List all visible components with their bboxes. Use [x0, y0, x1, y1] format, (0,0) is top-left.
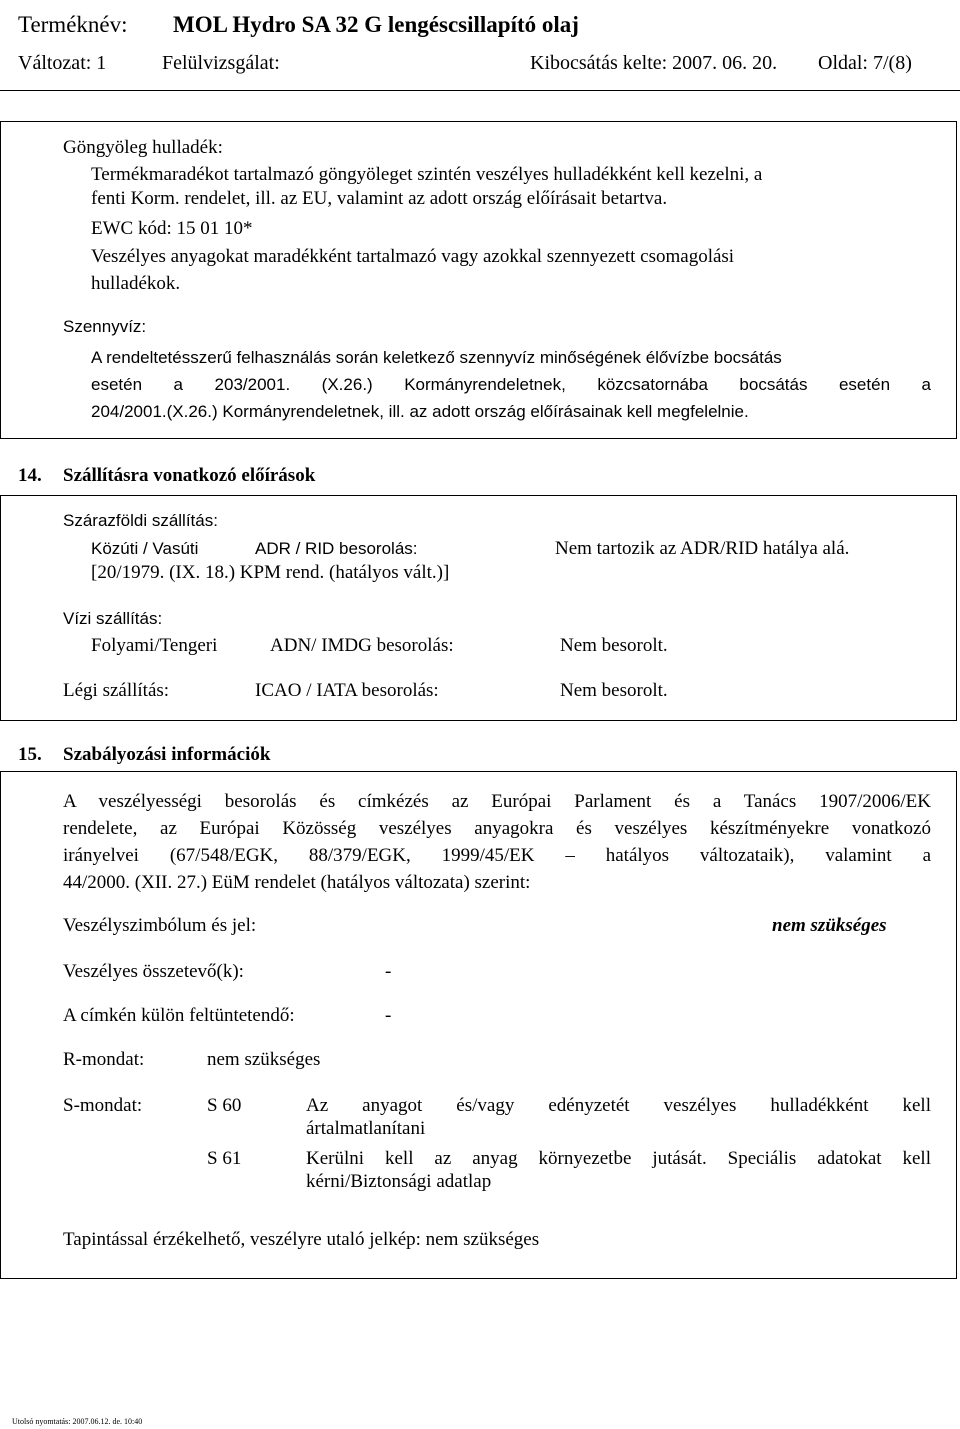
product-name: MOL Hydro SA 32 G lengéscsillapító olaj: [173, 12, 579, 37]
air-transport-title: Légi szállítás:: [63, 680, 170, 701]
tactile-warning: Tapintással érzékelhető, veszélyre utaló jelkép: nem szükséges: [63, 1229, 540, 1250]
land-transport-title: Szárazföldi szállítás:: [63, 511, 218, 530]
document-meta-row: [18, 52, 938, 78]
water-transport-class: ADN/ IMDG besorolás:: [270, 635, 454, 656]
section14-number: 14.: [18, 465, 42, 486]
wastewater-text: [91, 344, 931, 425]
water-transport-value: Nem besorolt.: [560, 635, 668, 656]
label-info-value: -: [385, 1005, 392, 1026]
wastewater-line-3: 204/2001.(X.26.) Kormányrendeletnek, ill. az adott ország előírásainak kell megfelelnie.: [91, 402, 749, 421]
ewc-code: EWC kód: 15 01 10*: [91, 218, 253, 239]
regulation-intro-line-1: A veszélyességi besorolás és címkézés az Európai Parlament és a Tanács 1907/2006/EK: [63, 791, 931, 812]
last-printed: Utolsó nyomtatás: 2007.06.12. de. 10:40: [12, 1417, 143, 1426]
r-phrase-value: nem szükséges: [207, 1049, 321, 1070]
wastewater-line-2: esetén a 203/2001. (X.26.) Kormányrendeletnek, közcsatornába bocsátás esetén a: [91, 375, 931, 394]
ewc-desc-1: Veszélyes anyagokat maradékként tartalmazó vagy azokkal szennyezett csomagolási: [91, 246, 735, 267]
land-transport-class: ADR / RID besorolás:: [255, 539, 418, 558]
hazardous-components-value: -: [385, 961, 392, 982]
regulation-intro-line-4: 44/2000. (XII. 27.) EüM rendelet (hatályos változata) szerint:: [63, 872, 531, 893]
hazard-symbol-value: nem szükséges: [772, 915, 887, 936]
s-phrase-line-1: Kerülni kell az anyag környezetbe jutását. Speciális adatokat kell: [306, 1148, 931, 1169]
packaging-line-1: Termékmaradékot tartalmazó göngyöleget szintén veszélyes hulladékként kell kezelni, a: [91, 164, 763, 185]
air-transport-value: Nem besorolt.: [560, 680, 668, 701]
s-phrase-text: [306, 1147, 931, 1193]
wastewater-title: Szennyvíz:: [63, 317, 147, 336]
page-number: Oldal: 7/(8): [818, 52, 912, 74]
s-phrase-line-2: ártalmatlanítani: [306, 1118, 426, 1139]
water-transport-title: Vízi szállítás:: [63, 609, 163, 628]
water-transport-mode: Folyami/Tengeri: [91, 635, 218, 656]
s-phrase-line-1: Az anyagot és/vagy edényzetét veszélyes hulladékként kell: [306, 1095, 931, 1116]
section15-title: Szabályozási információk: [63, 744, 271, 765]
issue-date: Kibocsátás kelte: 2007. 06. 20.: [530, 52, 778, 74]
ewc-desc-2: hulladékok.: [91, 273, 181, 294]
s-phrase-text: [306, 1094, 931, 1140]
regulation-intro-line-3: irányelvei (67/548/EGK, 88/379/EGK, 1999/45/EK – hatályos változataik), valamint a: [63, 845, 931, 866]
r-phrase-label: R-mondat:: [63, 1049, 145, 1070]
s-phrase-code: S 60: [207, 1095, 242, 1116]
revision: Felülvizsgálat:: [162, 52, 280, 74]
section14-title: Szállításra vonatkozó előírások: [63, 465, 316, 486]
product-name-row: [18, 12, 579, 38]
land-transport-ref: [20/1979. (IX. 18.) KPM rend. (hatályos vált.)]: [91, 562, 450, 583]
packaging-title: Göngyöleg hulladék:: [63, 137, 223, 158]
land-transport-value: Nem tartozik az ADR/RID hatálya alá.: [555, 538, 850, 559]
s-phrase-code: S 61: [207, 1148, 242, 1169]
s-phrase-line-2: kérni/Biztonsági adatlap: [306, 1171, 492, 1192]
version: Változat: 1: [18, 52, 107, 74]
hazardous-components-label: Veszélyes összetevő(k):: [63, 961, 244, 982]
s-phrase-label: S-mondat:: [63, 1095, 143, 1116]
regulation-intro-line-2: rendelete, az Európai Közösség veszélyes anyagokra és veszélyes készítményekre vonatkozó: [63, 818, 931, 839]
product-label: Terméknév:: [18, 12, 128, 37]
packaging-line-2: fenti Korm. rendelet, ill. az EU, valamint az adott ország előírásait betartva.: [91, 188, 668, 209]
label-info-label: A címkén külön feltüntetendő:: [63, 1005, 295, 1026]
land-transport-mode: Közúti / Vasúti: [91, 539, 199, 558]
wastewater-line-1: A rendeltetésszerű felhasználás során keletkező szennyvíz minőségének élővízbe bocsátás: [91, 348, 782, 367]
section15-number: 15.: [18, 744, 42, 765]
hazard-symbol-label: Veszélyszimbólum és jel:: [63, 915, 257, 936]
air-transport-class: ICAO / IATA besorolás:: [255, 680, 439, 701]
regulation-intro: [63, 788, 931, 896]
header-divider: [0, 90, 960, 91]
